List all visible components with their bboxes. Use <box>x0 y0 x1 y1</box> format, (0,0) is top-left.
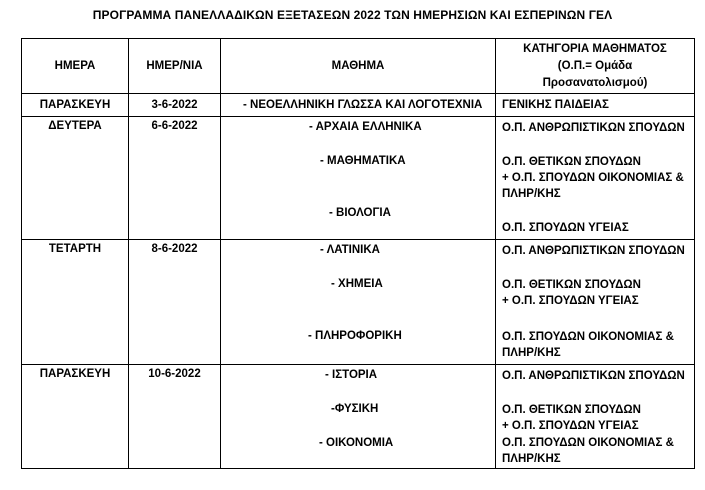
subject-cell <box>221 365 496 469</box>
day-cell: ΤΕΤΑΡΤΗ <box>22 240 129 365</box>
subject-item: - ΠΛΗΡΟΦΟΡΙΚΗ <box>308 330 402 342</box>
subject-item: - ΒΙΟΛΟΓΙΑ <box>329 207 391 219</box>
subject-cell <box>221 117 496 240</box>
header-category-line2: (Ο.Π.= Ομάδα <box>557 59 633 72</box>
category-cell <box>496 365 695 469</box>
subject-item: - ΧΗΜΕΙΑ <box>331 278 383 290</box>
category-item: Ο.Π. ΣΠΟΥΔΩΝ ΟΙΚΟΝΟΜΙΑΣ & <box>502 437 674 449</box>
category-item: Ο.Π. ΘΕΤΙΚΩΝ ΣΠΟΥΔΩΝ <box>502 156 641 168</box>
category-item: ΠΛΗΡ/ΚΗΣ <box>502 188 561 200</box>
header-category-line3: Προσανατολισμού) <box>542 76 648 89</box>
day-cell: ΔΕΥΤΕΡΑ <box>22 117 129 240</box>
category-item: + Ο.Π. ΣΠΟΥΔΩΝ ΟΙΚΟΝΟΜΙΑΣ & <box>502 172 684 184</box>
category-item: Ο.Π. ΘΕΤΙΚΩΝ ΣΠΟΥΔΩΝ <box>502 404 641 416</box>
header-day: ΗΜΕΡΑ <box>22 39 129 94</box>
category-item: Ο.Π. ΑΝΘΡΩΠΙΣΤΙΚΩΝ ΣΠΟΥΔΩΝ <box>502 245 685 257</box>
header-date: ΗΜΕΡ/ΝΙΑ <box>129 39 221 94</box>
date-cell: 6-6-2022 <box>129 117 221 240</box>
subject-item: - ΜΑΘΗΜΑΤΙΚΑ <box>320 155 406 167</box>
document-title: ΠΡΟΓΡΑΜΜΑ ΠΑΝΕΛΛΑΔΙΚΩΝ ΕΞΕΤΑΣΕΩΝ 2022 ΤΩΝ ΗΜΕΡΗΣΙΩΝ ΚΑΙ ΕΣΠΕΡΙΝΩΝ ΓΕΛ <box>92 8 613 22</box>
date-cell: 8-6-2022 <box>129 240 221 365</box>
table-row <box>22 365 695 469</box>
subject-cell <box>221 94 496 117</box>
exam-schedule-table <box>21 38 695 469</box>
subject-item: - ΑΡΧΑΙΑ ΕΛΛΗΝΙΚΑ <box>309 121 422 133</box>
header-row <box>22 39 695 94</box>
date-cell: 3-6-2022 <box>129 94 221 117</box>
category-item: Ο.Π. ΣΠΟΥΔΩΝ ΥΓΕΙΑΣ <box>502 222 629 234</box>
subject-cell <box>221 240 496 365</box>
header-subject: ΜΑΘΗΜΑ <box>221 39 496 94</box>
category-item: Ο.Π. ΣΠΟΥΔΩΝ ΟΙΚΟΝΟΜΙΑΣ & <box>502 331 674 343</box>
category-cell <box>496 94 695 117</box>
subject-item: - ΝΕΟΕΛΛΗΝΙΚΗ ΓΛΩΣΣΑ ΚΑΙ ΛΟΓΟΤΕΧΝΙΑ <box>243 99 483 111</box>
subject-item: - ΙΣΤΟΡΙΑ <box>325 369 378 381</box>
category-item: ΠΛΗΡ/ΚΗΣ <box>502 347 561 359</box>
category-item: + Ο.Π. ΣΠΟΥΔΩΝ ΥΓΕΙΑΣ <box>502 420 639 432</box>
category-item: ΓΕΝΙΚΗΣ ΠΑΙΔΕΙΑΣ <box>502 99 609 111</box>
category-item: + Ο.Π. ΣΠΟΥΔΩΝ ΥΓΕΙΑΣ <box>502 295 639 307</box>
table-row <box>22 240 695 365</box>
table-row <box>22 117 695 240</box>
subject-item: - ΟΙΚΟΝΟΜΙΑ <box>319 437 394 449</box>
category-item: Ο.Π. ΑΝΘΡΩΠΙΣΤΙΚΩΝ ΣΠΟΥΔΩΝ <box>502 370 685 382</box>
day-cell: ΠΑΡΑΣΚΕΥΗ <box>22 365 129 469</box>
subject-item: -ΦΥΣΙΚΗ <box>331 403 379 415</box>
header-category-line1: ΚΑΤΗΓΟΡΙΑ ΜΑΘΗΜΑΤΟΣ <box>523 42 667 55</box>
date-cell: 10-6-2022 <box>129 365 221 469</box>
category-item: ΠΛΗΡ/ΚΗΣ <box>502 453 561 465</box>
table-row <box>22 94 695 117</box>
day-cell: ΠΑΡΑΣΚΕΥΗ <box>22 94 129 117</box>
category-cell <box>496 117 695 240</box>
subject-item: - ΛΑΤΙΝΙΚΑ <box>320 244 380 256</box>
category-item: Ο.Π. ΑΝΘΡΩΠΙΣΤΙΚΩΝ ΣΠΟΥΔΩΝ <box>502 122 685 134</box>
header-category <box>496 39 695 94</box>
category-item: Ο.Π. ΘΕΤΙΚΩΝ ΣΠΟΥΔΩΝ <box>502 279 641 291</box>
category-cell <box>496 240 695 365</box>
